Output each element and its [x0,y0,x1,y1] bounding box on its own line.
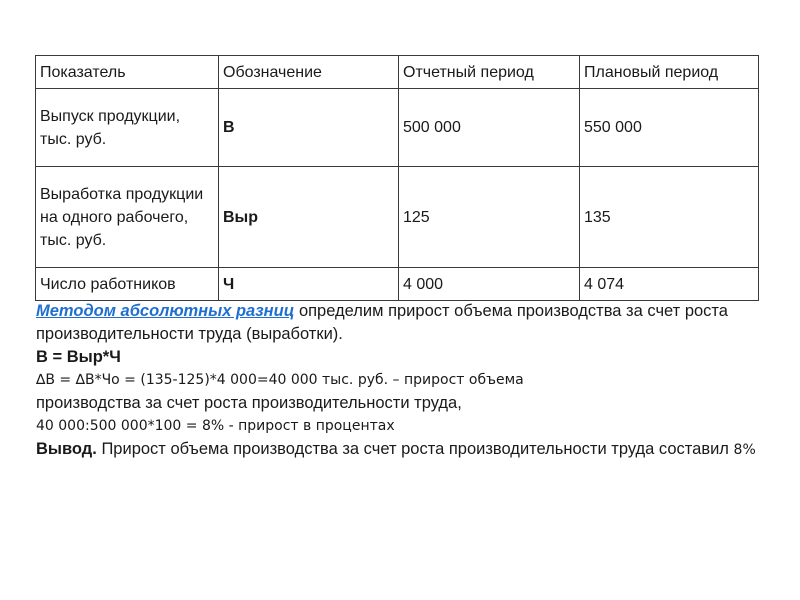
row-reported-value: 4 000 [399,268,580,301]
explanation-text [36,300,776,462]
conclusion-text: Прирост объема производства за счет роста производительности труда составил [96,440,734,458]
indicators-table [35,55,759,301]
header-reported-period: Отчетный период [399,56,580,89]
calculation-continuation: производства за счет роста производительности труда, [36,394,462,412]
calculation-line: ∆В = ∆В*Чо = (135-125)*4 000=40 000 тыс. руб. – прирост объема [36,372,524,388]
table-row [36,167,759,268]
table-row [36,268,759,301]
row-reported-value: 500 000 [399,89,580,167]
conclusion-paragraph [36,438,776,462]
row-symbol: Выр [219,167,399,268]
row-indicator: Выпуск продукции, тыс. руб. [36,89,219,167]
intro-paragraph [36,300,776,346]
intro-text: определим прирост объема производства за счет роста производительности труда (выработки). [36,302,728,343]
row-planned-value: 4 074 [580,268,759,301]
method-link[interactable]: Методом абсолютных разниц [36,302,295,320]
row-reported-value: 125 [399,167,580,268]
header-symbol: Обозначение [219,56,399,89]
row-indicator: Число работников [36,268,219,301]
table-row [36,89,759,167]
conclusion-value: 8% [733,442,756,458]
header-planned-period: Плановый период [580,56,759,89]
conclusion-label: Вывод. [36,440,97,458]
row-planned-value: 135 [580,167,759,268]
table-header-row [36,56,759,89]
row-symbol: В [219,89,399,167]
row-indicator: Выработка продукции на одного рабочего, тыс. руб. [36,167,219,268]
main-formula: В = Выр*Ч [36,348,121,366]
row-symbol: Ч [219,268,399,301]
percent-calculation: 40 000:500 000*100 = 8% - прирост в процентах [36,418,395,434]
header-indicator: Показатель [36,56,219,89]
row-planned-value: 550 000 [580,89,759,167]
